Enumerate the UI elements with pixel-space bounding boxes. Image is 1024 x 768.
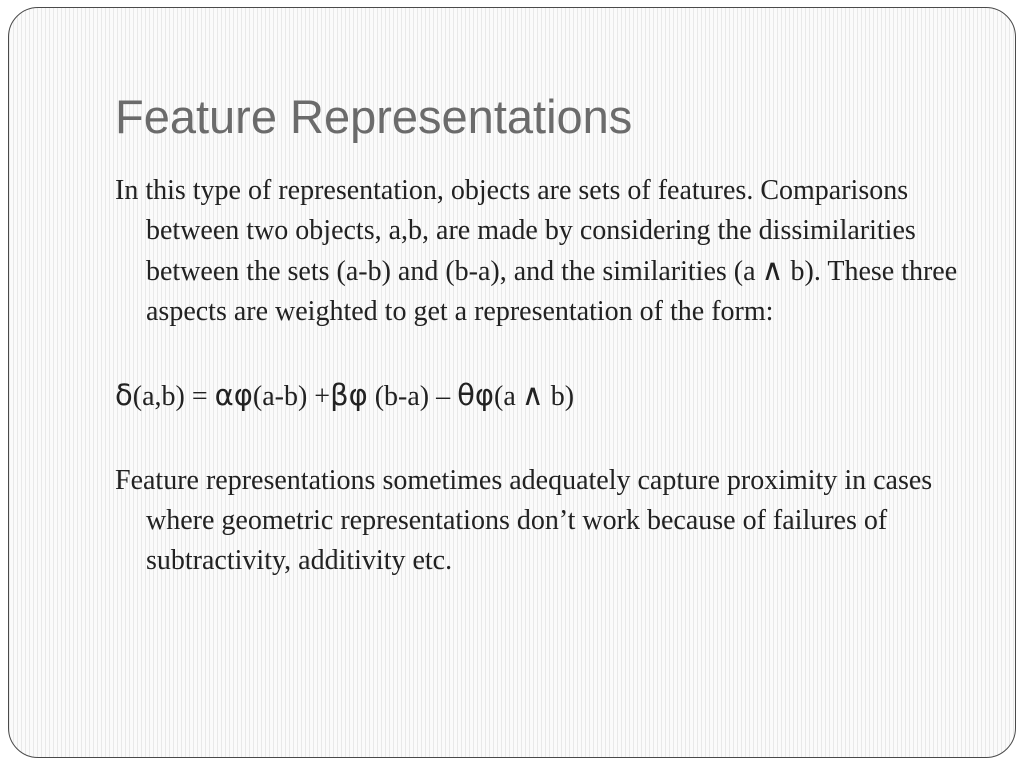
formula-term-3-close: b) <box>550 381 575 412</box>
paragraph-1-text-a: In this type of representation, objects are sets of features. Comparisons between two objects, a,b, are made by considering the dissimilarities between the sets (a-b) and (b-a), and the similarities (a <box>115 175 916 287</box>
formula-intersection-symbol: ∧ <box>521 378 544 413</box>
formula-term-1: (a-b) + <box>252 381 331 412</box>
slide <box>8 7 1016 758</box>
formula-args: (a,b) = <box>132 381 208 412</box>
paragraph-1-text-b: b). These three aspects are weighted to get a representation of the form: <box>146 256 958 327</box>
intersection-symbol: ∧ <box>761 253 784 288</box>
formula-term-3-open: (a <box>494 381 516 412</box>
formula-term-2: (b-a) – <box>374 381 451 412</box>
paragraph-feature-representation <box>115 171 975 332</box>
slide-body <box>115 171 975 581</box>
formula-alpha-phi: αφ <box>214 378 253 412</box>
similarity-formula <box>115 375 975 417</box>
formula-delta: δ <box>115 378 133 412</box>
formula-beta-phi: βφ <box>330 378 368 412</box>
paragraph-proximity: Feature representations sometimes adequately capture proximity in cases where geometric representations don’t work because of failures of subtractivity, additivity etc. <box>115 465 933 576</box>
formula-theta-phi: θφ <box>457 378 494 412</box>
slide-title: Feature Representations <box>115 90 633 143</box>
